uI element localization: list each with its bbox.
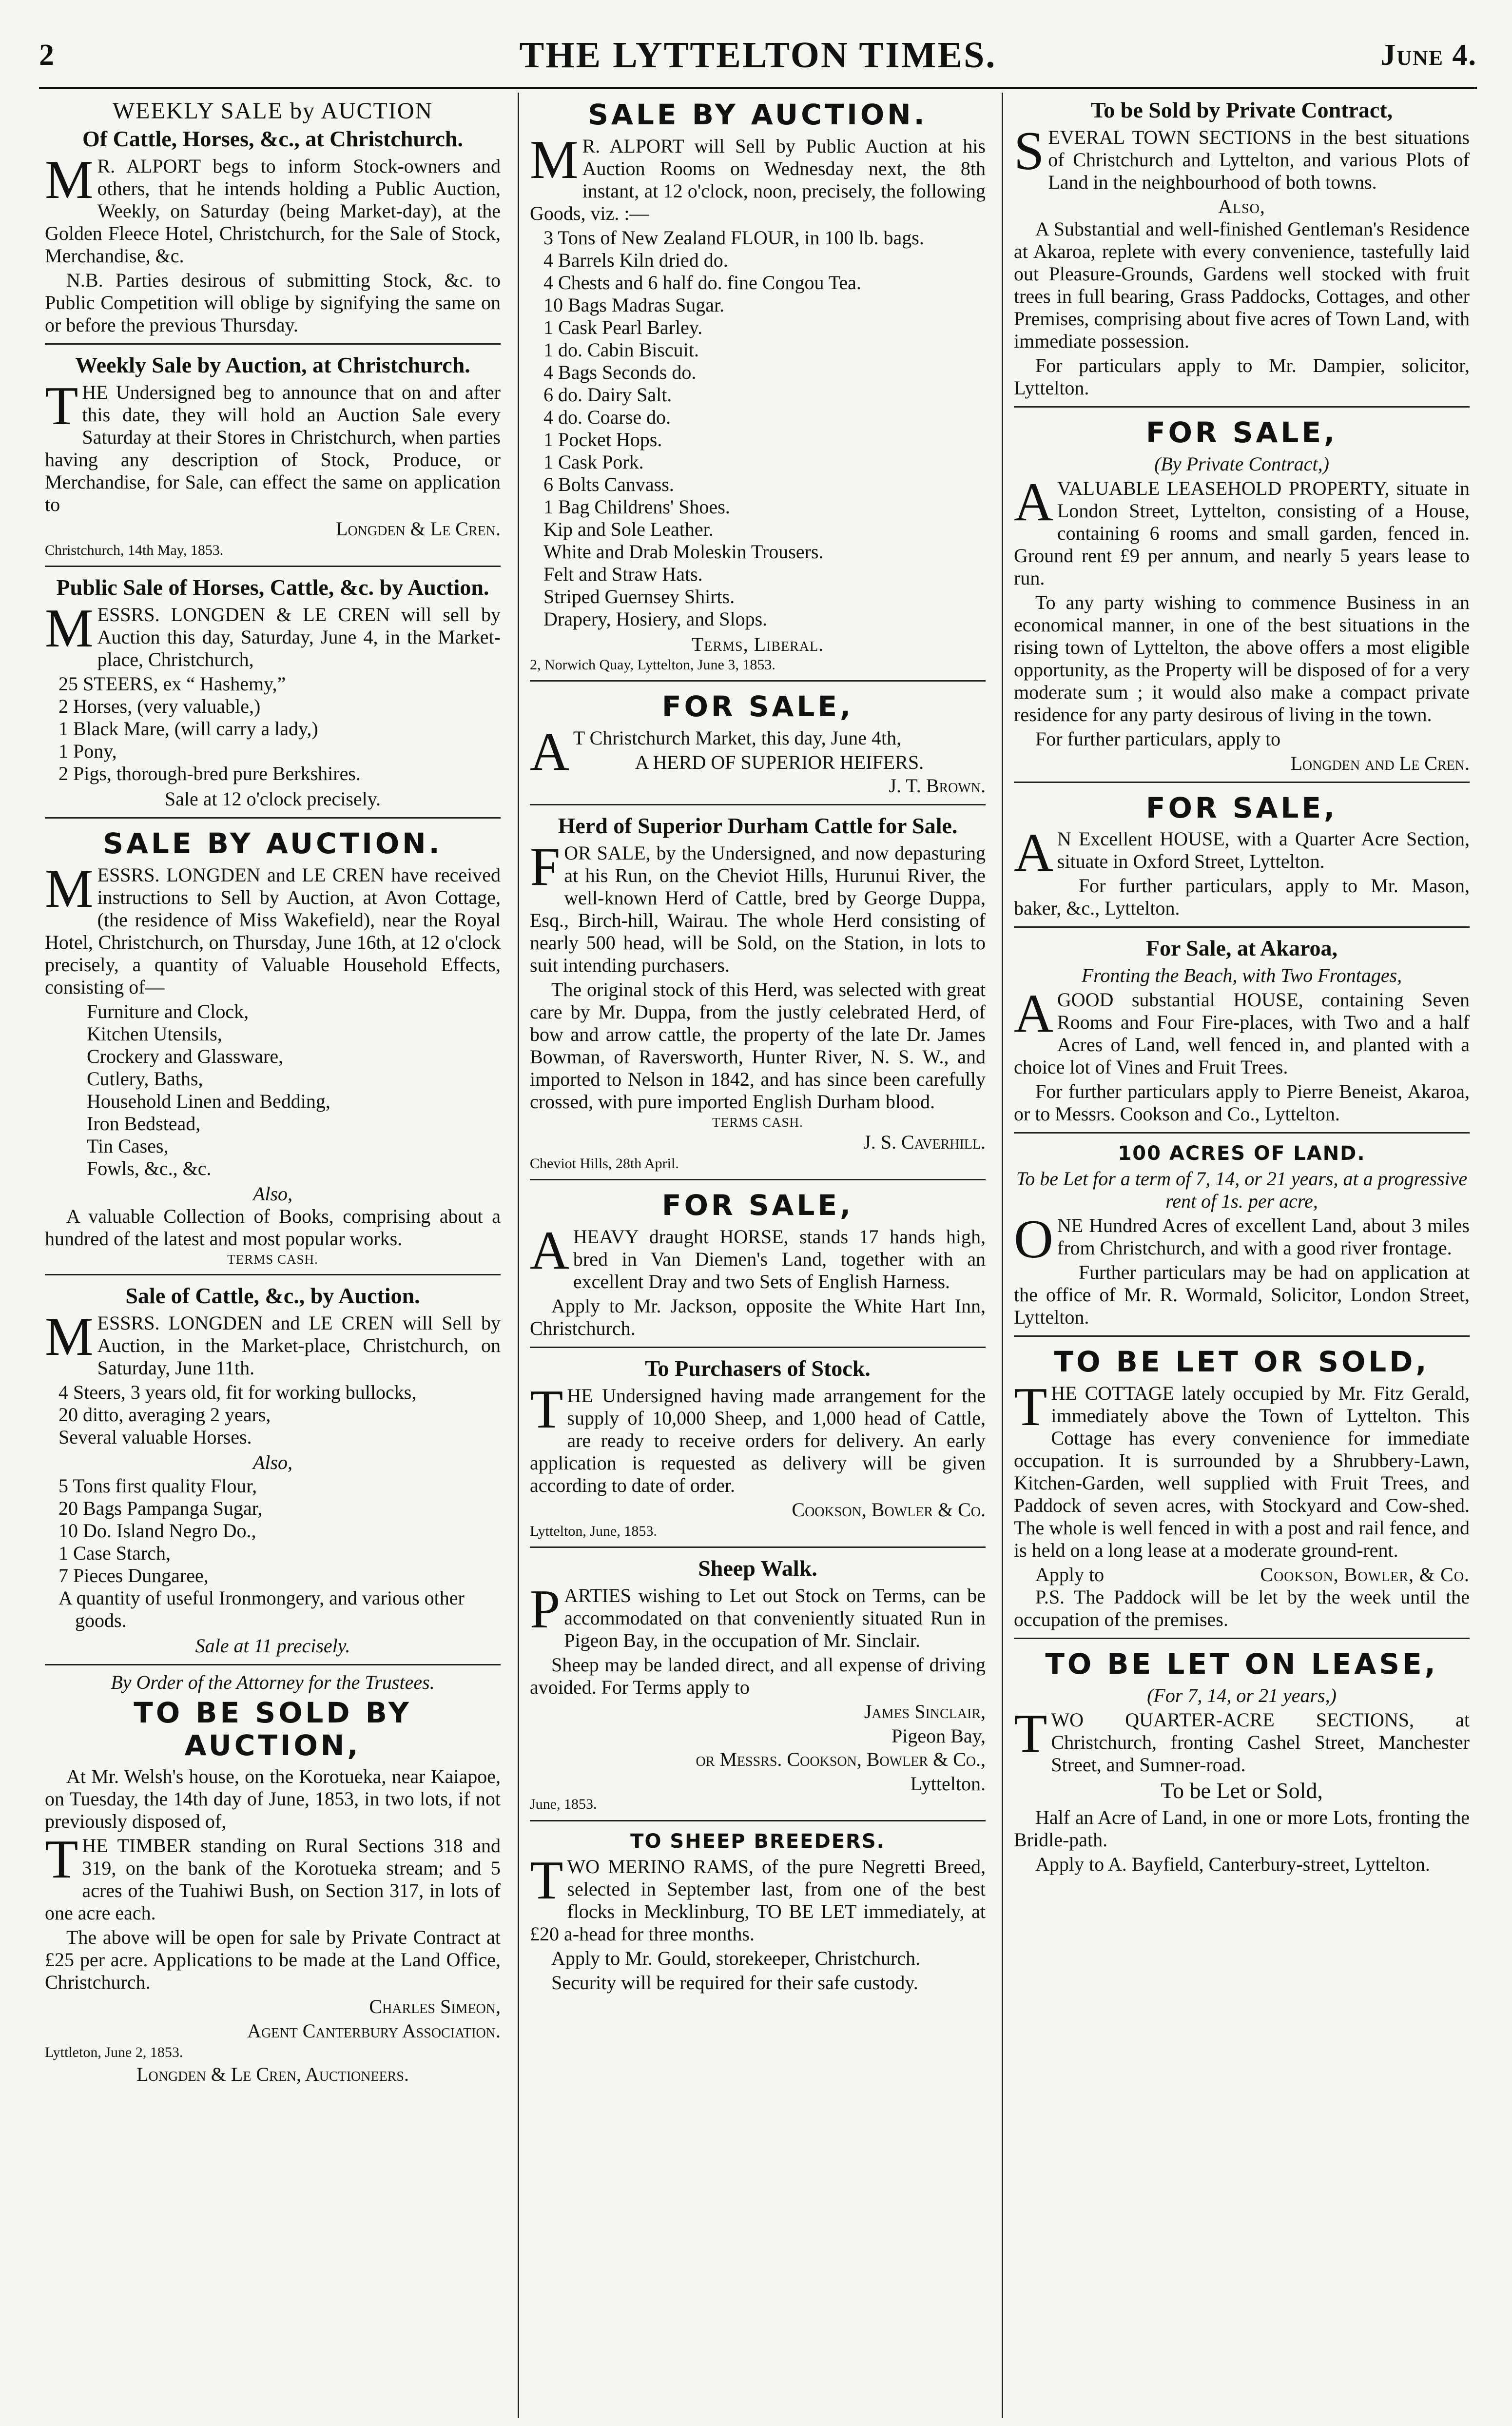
ad-body: SEVERAL TOWN SECTIONS in the best situations of Christchurch and Lyttelton, and various Plots of Land in the neighbourhood of both towns. (1014, 120, 1470, 193)
ad-title: SALE BY AUCTION. (588, 98, 928, 131)
ad-durham-cattle (530, 804, 986, 1172)
ad-title: FOR SALE, (661, 690, 854, 724)
ad-body-secondary: A Substantial and well-finished Gentleman's Residence at Akaroa, replete with every convenience, tastefully laid out Pleasure-Grounds, Gardens well stocked with fruit trees in full bearing, Grass Paddocks, Cottages, and other Premises, comprising about five acres of Town Land, with immediate possession. (1014, 217, 1470, 352)
ad-body: MESSRS. LONGDEN and LE CREN have received instructions to Sell by Auction, at Avon Cottage, (the residence of Miss Wakefield), near the Royal Hotel, Christchurch, on Thursday, June 16th, at 12 o'clock precisely, a quantity of Valuable Household Effects, consisting of— (45, 859, 501, 998)
list-item: Kitchen Utensils, (87, 1023, 222, 1045)
list-item: 2 Horses, (very valuable,) (58, 695, 261, 718)
ad-signature: J. S. Caverhill. (863, 1131, 986, 1153)
list-item: 6 do. Dairy Salt. (543, 383, 672, 406)
ad-let-on-lease (1014, 1638, 1470, 1876)
ad-note: Sale at 11 precisely. (195, 1634, 350, 1657)
ad-sheep-breeders (530, 1820, 986, 1994)
item-list (45, 1475, 501, 1632)
ad-body-secondary: A valuable Collection of Books, comprising about a hundred of the latest and most popular works. (45, 1205, 501, 1250)
ad-body: MR. ALPORT begs to inform Stock-owners and others, that he intends holding a Public Auction, Weekly, on Saturday (being Market-day), at the Golden Fleece Hotel, Christchurch, for the Sale of Stock, Merchandise, &c. (45, 150, 501, 267)
column-rule (518, 93, 519, 2418)
ad-subtitle: Of Cattle, Horses, &c., at Christchurch. (82, 126, 463, 152)
list-item: 4 Steers, 3 years old, fit for working bullocks, (58, 1381, 417, 1403)
ad-body-secondary: The original stock of this Herd, was selected with great care by Mr. Duppa, from the justly celebrated Herd, of bow and arrow cattle, the property of the late Dr. James Bowman, of Raversworth, Hunter River, N. S. W., and imported to Nelson in 1842, and has since been carefully crossed, with pure imported English Durham blood. (530, 978, 986, 1113)
ad-body: FOR SALE, by the Undersigned, and now depasturing at his Run, on the Cheviot Hills, Hurunui River, the well-known Herd of Cattle, bred by George Duppa, Esq., Birch-hill, Wairau. The whole Herd consisting of nearly 500 head, will be Sold, on the Station, in lots to suit intending purchasers. (530, 836, 986, 976)
ad-note: N.B. Parties desirous of submitting Stock, &c. to Public Competition will oblige by signifying the same on or before the previous Thursday. (45, 269, 501, 336)
list-item: 4 do. Coarse do. (543, 406, 671, 428)
list-item: Crockery and Glassware, (87, 1045, 284, 1068)
ad-dateline: 2, Norwich Quay, Lyttelton, June 3, 1853. (530, 656, 775, 673)
list-item: 4 Bags Seconds do. (543, 361, 697, 383)
ad-section-title: To be Let or Sold, (1161, 1778, 1323, 1803)
ad-signature-line: Lyttelton. (910, 1773, 986, 1795)
ad-signature: Cookson, Bowler, & Co. (1260, 1563, 1470, 1585)
ad-akaroa-house (1014, 926, 1470, 1125)
ad-signature: Cookson, Bowler & Co. (792, 1498, 986, 1521)
list-item: 10 Bags Madras Sugar. (543, 293, 725, 316)
list-item: 1 Pony, (58, 740, 117, 763)
ad-body: AN Excellent HOUSE, with a Quarter Acre Section, situate in Oxford Street, Lyttelton. (1014, 822, 1470, 883)
list-item: 1 do. Cabin Biscuit. (543, 338, 699, 361)
list-item: Felt and Straw Hats. (543, 563, 703, 585)
ad-100-acres (1014, 1132, 1470, 1329)
ad-body: ONE Hundred Acres of excellent Land, about 3 miles from Christchurch, and with a good river frontage. (1014, 1209, 1470, 1270)
list-item: 4 Barrels Kiln dried do. (543, 249, 728, 271)
list-item: White and Drab Moleskin Trousers. (543, 540, 824, 563)
ad-order: By Order of the Attorney for the Trustees. (111, 1671, 435, 1693)
ad-sale-avon-cottage (45, 817, 501, 1267)
ad-also: Also, (252, 1183, 293, 1205)
ad-title: Weekly Sale by Auction, at Christchurch. (75, 352, 470, 378)
ad-sale-alport-goods (530, 98, 986, 673)
list-item: 3 Tons of New Zealand FLOUR, in 100 lb. bags. (543, 226, 924, 249)
ad-body-tertiary: Apply to A. Bayfield, Canterbury-street, Lyttelton. (1035, 1853, 1430, 1876)
ad-leasehold-property (1014, 406, 1470, 775)
list-item: 20 ditto, averaging 2 years, (58, 1403, 271, 1426)
list-item: 6 Bolts Canvass. (543, 473, 674, 495)
ad-note: Sale at 12 o'clock precisely. (164, 788, 381, 810)
ad-subtitle: (By Private Contract,) (1154, 452, 1329, 475)
ad-body-secondary: A HERD OF SUPERIOR HEIFERS. (635, 751, 924, 773)
list-item: Cutlery, Baths, (87, 1068, 203, 1090)
ad-terms: TERMS CASH. (712, 1115, 803, 1130)
ad-purchasers-of-stock (530, 1347, 986, 1540)
list-item: A quantity of useful Ironmongery, and various other goods. (58, 1586, 465, 1631)
ad-body-tertiary: For particulars apply to Mr. Dampier, solicitor, Lyttelton. (1014, 354, 1470, 399)
ad-private-contract-sections (1014, 98, 1470, 399)
ad-timber-auction (45, 1664, 501, 2086)
ad-apply: Apply to (1035, 1563, 1105, 1585)
list-item: 1 Black Mare, (will carry a lady,) (58, 718, 318, 740)
ad-title: For Sale, at Akaroa, (1145, 936, 1338, 961)
ad-title: Sheep Walk. (698, 1556, 817, 1581)
list-item: Fowls, &c., &c. (87, 1157, 212, 1180)
ad-body-secondary: THE TIMBER standing on Rural Sections 318 and 319, on the bank of the Korotueka stream; and 5 acres of the Tuahiwi Bush, on Section 317, in lots of one acre each. (45, 1829, 501, 1924)
column-rule (1002, 93, 1003, 2418)
list-item: Furniture and Clock, (87, 1000, 249, 1023)
ad-body: MESSRS. LONGDEN & LE CREN will sell by Auction this day, Saturday, June 4, in the Market-place, Christchurch, (45, 598, 501, 671)
list-item: 25 STEERS, ex “ Hashemy,” (58, 673, 286, 695)
list-item: 2 Pigs, thorough-bred pure Berkshires. (58, 763, 361, 785)
list-item: 1 Cask Pearl Barley. (543, 316, 703, 338)
ad-body: At Mr. Welsh's house, on the Korotueka, near Kaiapoe, on Tuesday, the 14th day of June, 1853, in two lots, if not previously disposed of, (45, 1765, 501, 1833)
ad-subtitle: To be Let for a term of 7, 14, or 21 years, at a progressive rent of 1s. per acre, (1016, 1168, 1468, 1213)
ad-body: TWO QUARTER-ACRE SECTIONS, at Christchurch, fronting Cashel Street, Manchester Street, and Sumner-road. (1014, 1703, 1470, 1776)
ad-signature-line: or Messrs. Cookson, Bowler & Co., (696, 1748, 986, 1771)
ad-heifers-for-sale (530, 680, 986, 797)
ad-dateline: Lyttelton, June, 1853. (530, 1523, 657, 1539)
list-item: 1 Pocket Hops. (543, 428, 662, 450)
list-item: Iron Bedstead, (87, 1113, 201, 1135)
ad-dateline: Lyttleton, June 2, 1853. (45, 2044, 183, 2061)
ad-auctioneers: Longden & Le Cren, Auctioneers. (136, 2063, 409, 2085)
list-item: 10 Do. Island Negro Do., (58, 1519, 256, 1542)
ad-signature: Longden and Le Cren. (1290, 752, 1470, 774)
list-item: Drapery, Hosiery, and Slops. (543, 607, 768, 630)
list-item: Household Linen and Bedding, (87, 1090, 330, 1113)
ad-title: TO BE LET OR SOLD, (1054, 1345, 1430, 1379)
column-3 (1014, 96, 1470, 2416)
ad-title: Public Sale of Horses, Cattle, &c. by Auction. (56, 575, 489, 600)
ad-signature: Longden & Le Cren. (336, 517, 501, 540)
ad-signature: James Sinclair, (864, 1701, 986, 1723)
list-item: 4 Chests and 6 half do. fine Congou Tea. (543, 271, 861, 293)
ad-title: SALE BY AUCTION. (103, 827, 443, 861)
ad-title: To be Sold by Private Contract, (1090, 98, 1393, 122)
ad-postscript: P.S. The Paddock will be let by the week until the occupation of the premises. (1014, 1585, 1470, 1630)
ad-body-secondary: To any party wishing to commence Business in an economical manner, in one of the best situations in the rising town of Lyttelton, the above offers a most eligible opportunity, as the Property will be disposed of for a very moderate sum ; it would also make a compact private residence for any party desirous of living in the town. (1014, 591, 1470, 725)
ad-body: MR. ALPORT will Sell by Public Auction at his Auction Rooms on Wednesday next, the 8th instant, at 12 o'clock, noon, precisely, the following Goods, viz. :— (530, 129, 986, 224)
item-list (45, 1381, 501, 1448)
list-item: Tin Cases, (87, 1135, 169, 1157)
ad-sheep-walk (530, 1546, 986, 1813)
ad-body-secondary: Sheep may be landed direct, and all expense of driving avoided. For Terms apply to (530, 1654, 986, 1699)
ad-title: 100 ACRES OF LAND. (1118, 1142, 1366, 1165)
list-item: Several valuable Horses. (58, 1426, 252, 1448)
ad-body: PARTIES wishing to Let out Stock on Terms, can be accommodated on that conveniently situated Run in Pigeon Bay, in the occupation of Mr. Sinclair. (530, 1579, 986, 1652)
page-header (39, 34, 1477, 93)
ad-body-secondary: Further particulars may be had on application at the office of Mr. R. Wormald, Solicitor, London Street, Lyttelton. (1014, 1261, 1470, 1329)
ad-title: FOR SALE, (1145, 415, 1338, 449)
issue-date: June 4. (1380, 39, 1477, 72)
ad-body-tertiary: Security will be required for their safe custody. (551, 1971, 918, 1994)
ad-body: THE Undersigned beg to announce that on and after this date, they will hold an Auction Sale every Saturday at their Stores in Christchurch, when parties having any description of Stock, Produce, or Merchandise, for Sale, can effect the same on application to (45, 375, 501, 515)
ad-signature: J. T. Brown. (889, 774, 986, 797)
column-2 (530, 96, 986, 2416)
ad-title: TO SHEEP BREEDERS. (630, 1830, 885, 1853)
item-list (530, 227, 986, 630)
ad-title: TO BE LET ON LEASE, (1045, 1647, 1438, 1681)
ad-draught-horse (530, 1179, 986, 1340)
ad-dateline: June, 1853. (530, 1796, 597, 1813)
ad-body-secondary: For further particulars apply to Pierre Beneist, Akaroa, or to Messrs. Cookson and Co., Lyttelton. (1014, 1080, 1470, 1125)
ad-oxford-street-house (1014, 782, 1470, 920)
item-list (45, 1000, 501, 1180)
ad-also: Also, (1218, 195, 1265, 217)
ad-body: AGOOD substantial HOUSE, containing Seven Rooms and Four Fire-places, with Two and a half Acres of Land, well fenced in, and planted with a choice lot of Vines and Fruit Trees. (1014, 983, 1470, 1078)
ad-body: MESSRS. LONGDEN and LE CREN will Sell by Auction, in the Market-place, Christchurch, on Saturday, June 11th. (45, 1306, 501, 1379)
ad-terms: Terms, Liberal. (691, 633, 824, 655)
ad-body: THE Undersigned having made arrangement for the supply of 10,000 Sheep, and 1,000 head of Cattle, are ready to receive orders for delivery. An early application is requested as delivery will be given according to date of order. (530, 1379, 986, 1496)
ad-signature-line: Pigeon Bay, (892, 1725, 986, 1747)
ad-terms: TERMS CASH. (227, 1252, 318, 1267)
ad-apply-line (1014, 1564, 1470, 1586)
page-number: 2 (39, 39, 54, 72)
ad-public-sale-horses (45, 566, 501, 810)
ad-body: AVALUABLE LEASEHOLD PROPERTY, situate in London Street, Lyttelton, consisting of a House, containing 6 rooms and small garden, fenced in. Ground rent £9 per annum, and nearly 5 years lease to run. (1014, 471, 1470, 589)
ad-dateline: Cheviot Hills, 28th April. (530, 1155, 679, 1172)
list-item: 5 Tons first quality Flour, (58, 1474, 257, 1497)
list-item: 20 Bags Pampanga Sugar, (58, 1497, 263, 1519)
ad-cottage-let-or-sold (1014, 1335, 1470, 1631)
list-item: 1 Cask Pork. (543, 450, 644, 473)
ad-dateline: Christchurch, 14th May, 1853. (45, 542, 224, 558)
list-item: 1 Bag Childrens' Shoes. (543, 495, 730, 518)
ad-title: To Purchasers of Stock. (645, 1356, 871, 1381)
list-item: Kip and Sole Leather. (543, 518, 714, 540)
masthead: THE LYTTELTON TIMES. (519, 35, 997, 76)
ad-body-secondary: Half an Acre of Land, in one or more Lots, fronting the Bridle-path. (1014, 1806, 1470, 1851)
list-item: Striped Guernsey Shirts. (543, 585, 735, 607)
column-1 (45, 96, 501, 2416)
ad-title: Herd of Superior Durham Cattle for Sale. (558, 813, 958, 838)
ad-body-secondary: For further particulars, apply to Mr. Mason, baker, &c., Lyttelton. (1014, 875, 1470, 920)
header-rule (39, 87, 1477, 89)
ad-body: TWO MERINO RAMS, of the pure Negretti Breed, selected in September last, from one of the best flocks in Mecklinburg, TO BE LET immediately, at £20 a-head for three months. (530, 1850, 986, 1945)
ad-weekly-sale-christchurch (45, 343, 501, 559)
list-item: 7 Pieces Dungaree, (58, 1564, 209, 1586)
ad-title: FOR SALE, (661, 1189, 854, 1222)
ad-body-secondary: Apply to Mr. Gould, storekeeper, Christchurch. (551, 1947, 921, 1969)
ad-body: AT Christchurch Market, this day, June 4th, (530, 721, 902, 782)
ad-weekly-sale-alport (45, 98, 501, 336)
ad-subtitle: Fronting the Beach, with Two Frontages, (1081, 964, 1402, 987)
ad-body: THE COTTAGE lately occupied by Mr. Fitz Gerald, immediately above the Town of Lyttelton. This Cottage has every convenience for immediate occupation. It is surrounded by a Shrubbery-Lawn, Kitchen-Garden, well supplied with Fruit Trees, and Paddock of seven acres, with Stockyard and Cow-shed. The whole is well fenced in with a post and rail fence, and is held on a long lease at a moderate ground-rent. (1014, 1376, 1470, 1561)
ad-sale-cattle (45, 1274, 501, 1657)
ad-body-tertiary: For further particulars, apply to (1035, 727, 1281, 750)
ad-also: Also, (252, 1451, 293, 1473)
ad-body-tertiary: The above will be open for sale by Private Contract at £25 per acre. Applications to be made at the Land Office, Christchurch. (45, 1926, 501, 1994)
ad-signature: Charles Simeon, (369, 1996, 501, 2018)
ad-signature-role: Agent Canterbury Association. (247, 2020, 501, 2042)
item-list (45, 673, 501, 785)
ad-title: Sale of Cattle, &c., by Auction. (125, 1283, 420, 1309)
ad-title: TO BE SOLD BY AUCTION, (134, 1696, 412, 1762)
list-item: 1 Case Starch, (58, 1542, 171, 1564)
ad-subtitle: (For 7, 14, or 21 years,) (1147, 1684, 1337, 1706)
ad-body: AHEAVY draught HORSE, stands 17 hands high, bred in Van Diemen's Land, together with an excellent Dray and two Sets of English Harness. (530, 1220, 986, 1292)
ad-title: WEEKLY SALE by AUCTION (112, 98, 433, 124)
ad-body-secondary: Apply to Mr. Jackson, opposite the White Hart Inn, Christchurch. (530, 1295, 986, 1339)
ad-title: FOR SALE, (1145, 791, 1338, 824)
